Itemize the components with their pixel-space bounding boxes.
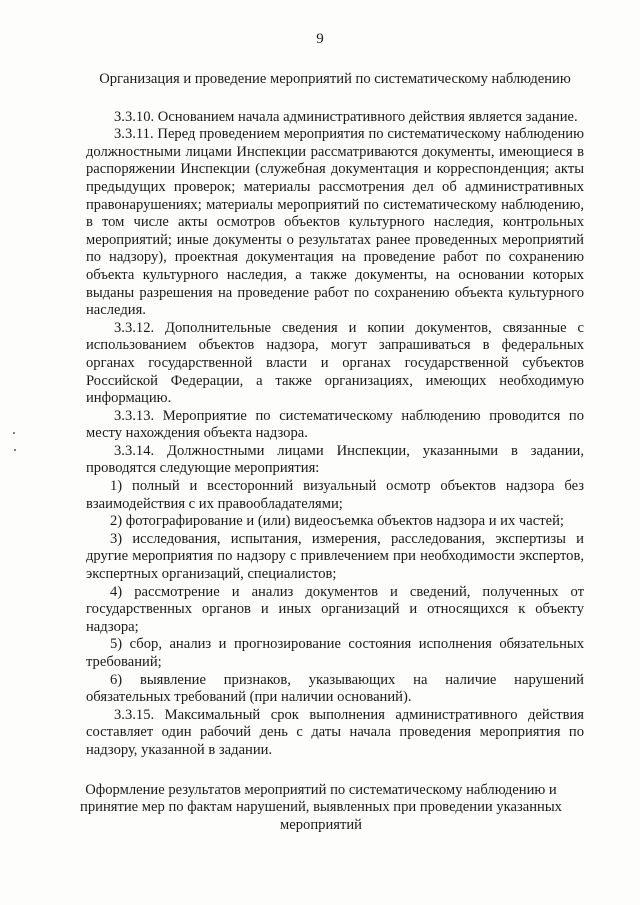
paragraph-3-3-14: 3.3.14. Должностными лицами Инспекции, указанными в задании, проводятся следующие мероприятия: (86, 442, 584, 477)
section-heading: Организация и проведение мероприятий по систематическому наблюдению (99, 71, 571, 87)
paragraph-3-3-11: 3.3.11. Перед проведением мероприятия по систематическому наблюдению должностными лицами Инспекции рассматриваются документы, имеющиеся в распоряжении Инспекции (служебная документация и корреспонденция; акты предыдущих проверок; материалы рассмотрения дел об административных правонарушениях; материалы мероприятий по систематическому наблюдению, в том числе акты осмотров объектов культурного наследия, контрольных мероприятий; иные документы о результатах ранее проведенных мероприятий по надзору), проектная документация на проведение работ по сохранению объекта культурного наследия, а также документы, на основании которых выданы разрешения на проведение работ по сохранению объекта культурного наследия. (86, 126, 584, 319)
list-item: 6) выявление признаков, указывающих на наличие нарушений обязательных требований (при наличии оснований). (86, 671, 584, 706)
paragraph-3-3-15: 3.3.15. Максимальный срок выполнения административного действия составляет один рабочий день с даты начала проведения мероприятия по надзору, указанной в задании. (86, 706, 584, 758)
list-item: 2) фотографирование и (или) видеосъемка объектов надзора и их частей; (110, 513, 564, 530)
paragraph-3-3-13: 3.3.13. Мероприятие по систематическому наблюдению проводится по месту нахождения объекта надзора. (86, 407, 584, 442)
page-number: 9 (316, 31, 324, 47)
list-item: 1) полный и всесторонний визуальный осмотр объектов надзора без взаимодействия с их правообладателями; (86, 478, 584, 512)
list-item: 5) сбор, анализ и прогнозирование состояния исполнения обязательных требований; (86, 636, 584, 670)
document-body (80, 71, 584, 834)
paragraph-3-3-12: 3.3.12. Дополнительные сведения и копии документов, связанные с использованием объектов надзора, могут запрашиваться в федеральных органах государственной власти и органах государственной субъектов Российской Федерации, а также организациях, имеющих необходимую информацию. (86, 319, 584, 407)
paragraph-3-3-10: 3.3.10. Основанием начала административного действия является задание. (114, 108, 578, 125)
scan-speck (14, 449, 16, 451)
list-item: 3) исследования, испытания, измерения, расследования, экспертизы и другие мероприятия по надзору с привлечением при необходимости экспертов, экспертных организаций, специалистов; (86, 530, 584, 583)
section-heading-results: Оформление результатов мероприятий по систематическому наблюдению и принятие мер по фактам нарушений, выявленных при проведении указанных мероприятий (80, 781, 562, 833)
list-item: 4) рассмотрение и анализ документов и сведений, полученных от государственных органов и иных организаций и относящихся к объекту надзора; (86, 583, 584, 635)
scan-speck (13, 432, 15, 434)
